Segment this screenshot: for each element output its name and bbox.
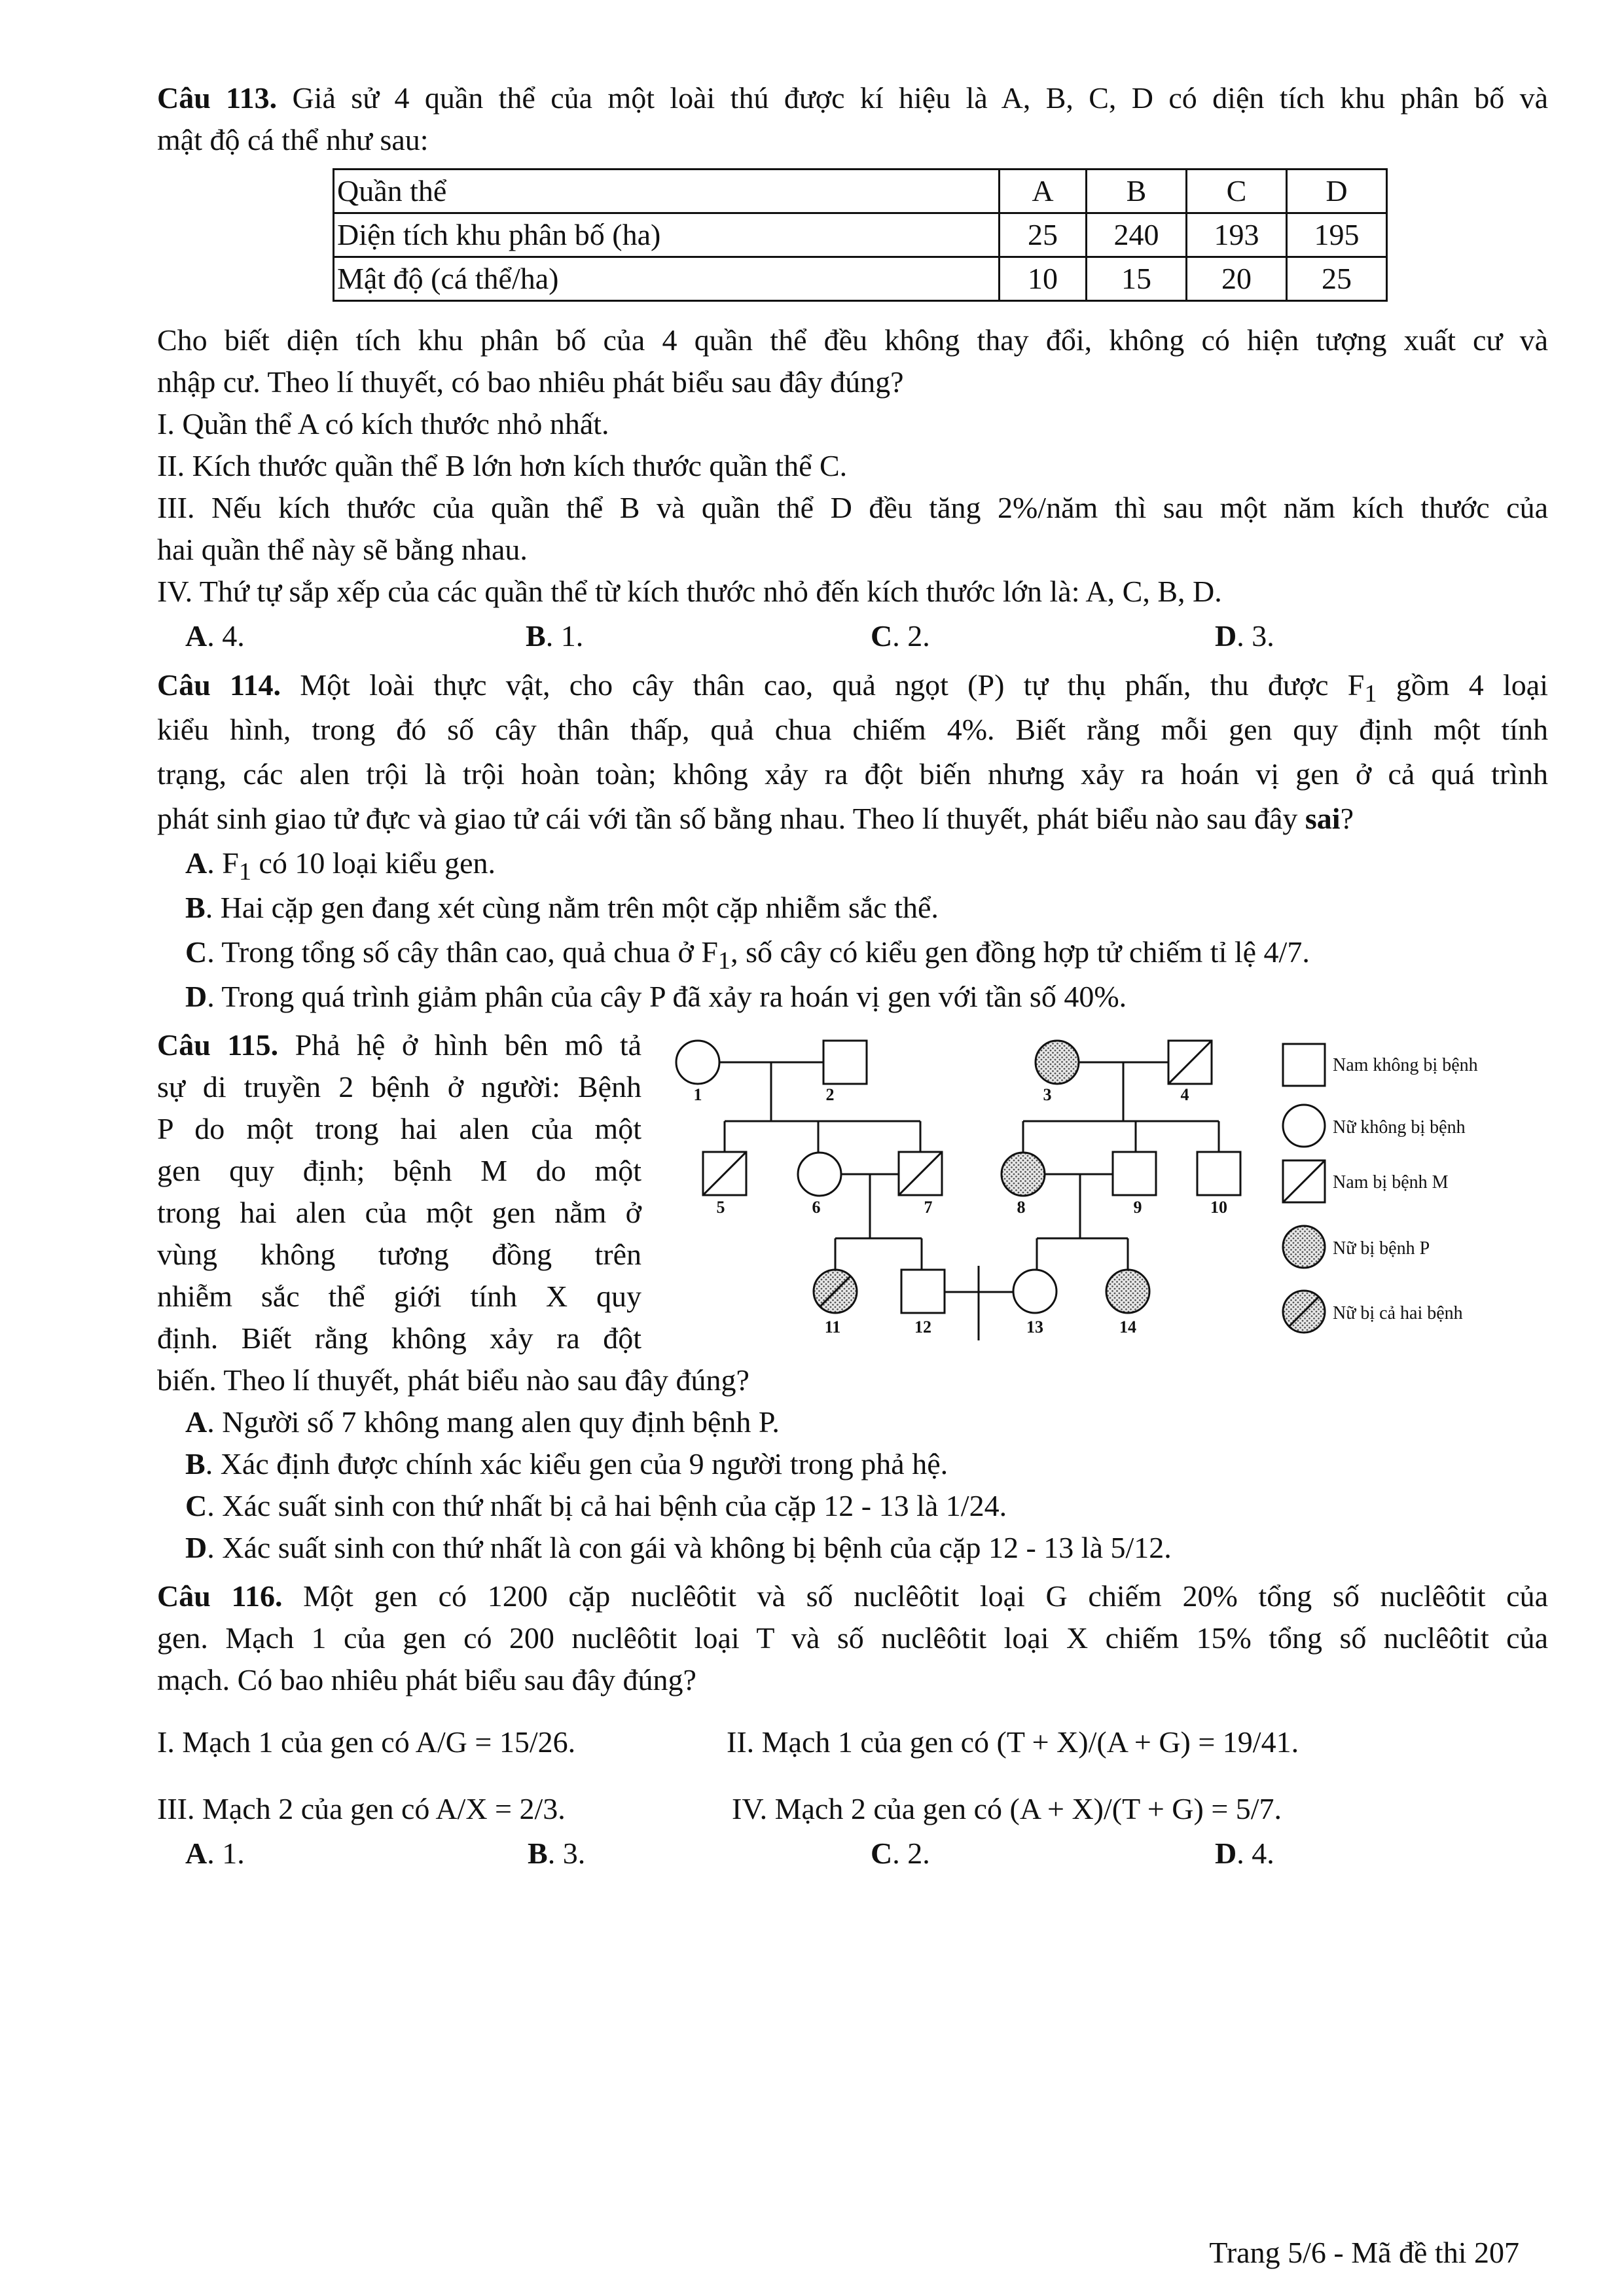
q116-line-3: mạch. Có bao nhiêu phát biểu sau đây đúng? <box>157 1663 696 1696</box>
q113-label: Câu 113. <box>157 81 278 115</box>
label-1: 1 <box>693 1085 702 1104</box>
legend-female-p: Nữ bị bệnh P <box>1333 1238 1430 1259</box>
table-cell: 240 <box>1087 213 1187 257</box>
q115-line-4: gen quy định; bệnh M do một <box>157 1154 641 1187</box>
q113-after-2: nhập cư. Theo lí thuyết, có bao nhiêu phát biểu sau đây đúng? <box>157 365 904 399</box>
q113-option-d[interactable]: D. 3. <box>1215 619 1274 653</box>
q113-line-1: Câu 113. Giả sử 4 quần thể của một loài thú được kí hiệu là A, B, C, D có diện tích khu phân bố và <box>157 81 1549 115</box>
q116-label: Câu 116. <box>157 1579 283 1613</box>
q115-line-3: P do một trong hai alen của một <box>157 1112 641 1145</box>
legend-female-both: Nữ bị cả hai bệnh <box>1333 1303 1463 1323</box>
table-cell: 25 <box>1287 257 1387 301</box>
table-cell: Diện tích khu phân bố (ha) <box>334 213 1000 257</box>
pedigree-legend <box>1283 1044 1325 1333</box>
individual-1 <box>676 1041 719 1084</box>
legend-male-m: Nam bị bệnh M <box>1333 1172 1449 1193</box>
q113-statement-3b: hai quần thể này sẽ bằng nhau. <box>157 533 528 566</box>
label-10: 10 <box>1210 1198 1227 1217</box>
individual-10 <box>1197 1152 1240 1195</box>
individual-2 <box>823 1041 867 1084</box>
q113-after-1: Cho biết diện tích khu phân bố của 4 quần thể đều không thay đổi, không có hiện tượng xuất cư và <box>157 323 1548 357</box>
q116-statement-1: I. Mạch 1 của gen có A/G = 15/26. <box>157 1725 576 1759</box>
q116-option-c[interactable]: C. 2. <box>871 1837 930 1870</box>
q113-statement-1: I. Quần thể A có kích thước nhỏ nhất. <box>157 407 609 440</box>
q116-option-a[interactable]: A. 1. <box>185 1837 245 1870</box>
q114-label: Câu 114. <box>157 668 281 702</box>
q115-line-2: sự di truyền 2 bệnh ở người: Bệnh <box>157 1070 641 1103</box>
label-8: 8 <box>1017 1198 1026 1217</box>
q115-label: Câu 115. <box>157 1028 279 1062</box>
q113-line-2: mật độ cá thể như sau: <box>157 123 429 156</box>
q114-option-b[interactable]: B. Hai cặp gen đang xét cùng nằm trên một cặp nhiễm sắc thể. <box>185 891 939 924</box>
table-cell: Quần thể <box>334 170 1000 213</box>
q114-option-c[interactable]: C. Trong tổng số cây thân cao, quả chua ở $F_1$, số cây có kiểu gen đồng hợp tử chiếm tỉ lệ 4/7. <box>185 935 1310 975</box>
q114-line-3: trạng, các alen trội là trội hoàn toàn; không xảy ra đột biến nhưng xảy ra hoán vị gen ở cả quá trình <box>157 757 1548 791</box>
q115-line-9: biến. Theo lí thuyết, phát biểu nào sau đây đúng? <box>157 1363 749 1397</box>
individual-12 <box>901 1270 945 1313</box>
legend-female-p-icon <box>1283 1226 1325 1268</box>
q114-line-2: kiểu hình, trong đó số cây thân thấp, quả chua chiếm 4%. Biết rằng mỗi gen quy định một tính <box>157 713 1548 746</box>
q113-option-a[interactable]: A. 4. <box>185 619 245 653</box>
q113-option-c[interactable]: C. 2. <box>871 619 930 653</box>
label-9: 9 <box>1133 1198 1142 1217</box>
table-cell: 25 <box>1000 213 1087 257</box>
individual-3 <box>1036 1041 1079 1084</box>
legend-male-healthy-icon <box>1283 1044 1325 1086</box>
q115-line-8: định. Biết rằng không xảy ra đột <box>157 1321 641 1355</box>
q115-line-6: vùng không tương đồng trên <box>157 1238 641 1271</box>
q116-statement-2: II. Mạch 1 của gen có (T + X)/(A + G) = 19/41. <box>727 1725 1299 1759</box>
label-6: 6 <box>812 1198 821 1217</box>
q116-statement-4: IV. Mạch 2 của gen có (A + X)/(T + G) = 5/7. <box>732 1792 1282 1825</box>
label-13: 13 <box>1026 1318 1043 1336</box>
individual-9 <box>1113 1152 1156 1195</box>
table-cell: Mật độ (cá thể/ha) <box>334 257 1000 301</box>
q113-statement-4: IV. Thứ tự sắp xếp của các quần thể từ kích thước nhỏ đến kích thước lớn là: A, C, B, D. <box>157 575 1222 608</box>
page-footer: Trang 5/6 - Mã đề thi 207 <box>1209 2236 1519 2269</box>
q113-statement-3a: III. Nếu kích thước của quần thể B và quần thể D đều tăng 2%/năm thì sau một năm kích thước của <box>157 491 1548 524</box>
label-2: 2 <box>825 1085 835 1104</box>
legend-female-healthy-icon <box>1283 1105 1325 1147</box>
individual-13 <box>1013 1270 1056 1313</box>
q115-line-5: trong hai alen của một gen nằm ở <box>157 1196 641 1229</box>
q115-option-d[interactable]: D. Xác suất sinh con thứ nhất là con gái và không bị bệnh của cặp 12 - 13 là 5/12. <box>185 1531 1172 1564</box>
table-cell: 10 <box>1000 257 1087 301</box>
table-cell: B <box>1087 170 1187 213</box>
table-cell: D <box>1287 170 1387 213</box>
q115-option-c[interactable]: C. Xác suất sinh con thứ nhất bị cả hai bệnh của cặp 12 - 13 là 1/24. <box>185 1489 1007 1522</box>
q116-line-1: Câu 116. Một gen có 1200 cặp nuclêôtit và số nuclêôtit loại G chiếm 20% tổng số nuclêôtit của <box>157 1579 1549 1613</box>
q115-option-b[interactable]: B. Xác định được chính xác kiểu gen của 9 người trong phả hệ. <box>185 1447 948 1480</box>
table-cell: 193 <box>1187 213 1287 257</box>
q114-line-4: phát sinh giao tử đực và giao tử cái với tần số bằng nhau. Theo lí thuyết, phát biểu nào sau đây sai? <box>157 802 1354 835</box>
q116-statement-3: III. Mạch 2 của gen có A/X = 2/3. <box>157 1792 566 1825</box>
q116-option-b[interactable]: B. 3. <box>528 1837 586 1870</box>
individual-6 <box>798 1153 841 1196</box>
legend-female-healthy: Nữ không bị bệnh <box>1333 1117 1466 1138</box>
q114-option-a[interactable]: A. $F_1$ có 10 loại kiểu gen. <box>185 846 496 886</box>
q115-line-7: nhiễm sắc thể giới tính X quy <box>157 1280 641 1313</box>
legend-male-healthy: Nam không bị bệnh <box>1333 1055 1478 1075</box>
q113-statement-2: II. Kích thước quần thể B lớn hơn kích thước quần thể C. <box>157 449 848 482</box>
label-11: 11 <box>824 1318 841 1336</box>
q114-line-1: Câu 114. Một loài thực vật, cho cây thân cao, quả ngọt (P) tự thụ phấn, thu được $F_1$ gồm 4 loại <box>157 668 1548 708</box>
table-cell: C <box>1187 170 1287 213</box>
table-cell: 195 <box>1287 213 1387 257</box>
individual-8 <box>1001 1153 1045 1196</box>
q114-option-d[interactable]: D. Trong quá trình giảm phân của cây P đã xảy ra hoán vị gen với tần số 40%. <box>185 980 1127 1013</box>
table-cell: 20 <box>1187 257 1287 301</box>
label-3: 3 <box>1043 1085 1052 1104</box>
label-4: 4 <box>1180 1085 1189 1104</box>
q115-option-a[interactable]: A. Người số 7 không mang alen quy định bệnh P. <box>185 1405 780 1439</box>
q115-line-1: Câu 115. Phả hệ ở hình bên mô tả <box>157 1028 642 1062</box>
label-5: 5 <box>716 1198 725 1217</box>
label-7: 7 <box>924 1198 933 1217</box>
q116-line-2: gen. Mạch 1 của gen có 200 nuclêôtit loại T và số nuclêôtit loại X chiếm 15% tổng số nuclêôtit của <box>157 1621 1548 1655</box>
individual-14 <box>1106 1270 1149 1313</box>
q116-option-d[interactable]: D. 4. <box>1215 1837 1274 1870</box>
q113-option-b[interactable]: B. 1. <box>526 619 584 653</box>
table-cell: 15 <box>1087 257 1187 301</box>
label-14: 14 <box>1119 1318 1136 1336</box>
label-12: 12 <box>914 1318 931 1336</box>
table-cell: A <box>1000 170 1087 213</box>
